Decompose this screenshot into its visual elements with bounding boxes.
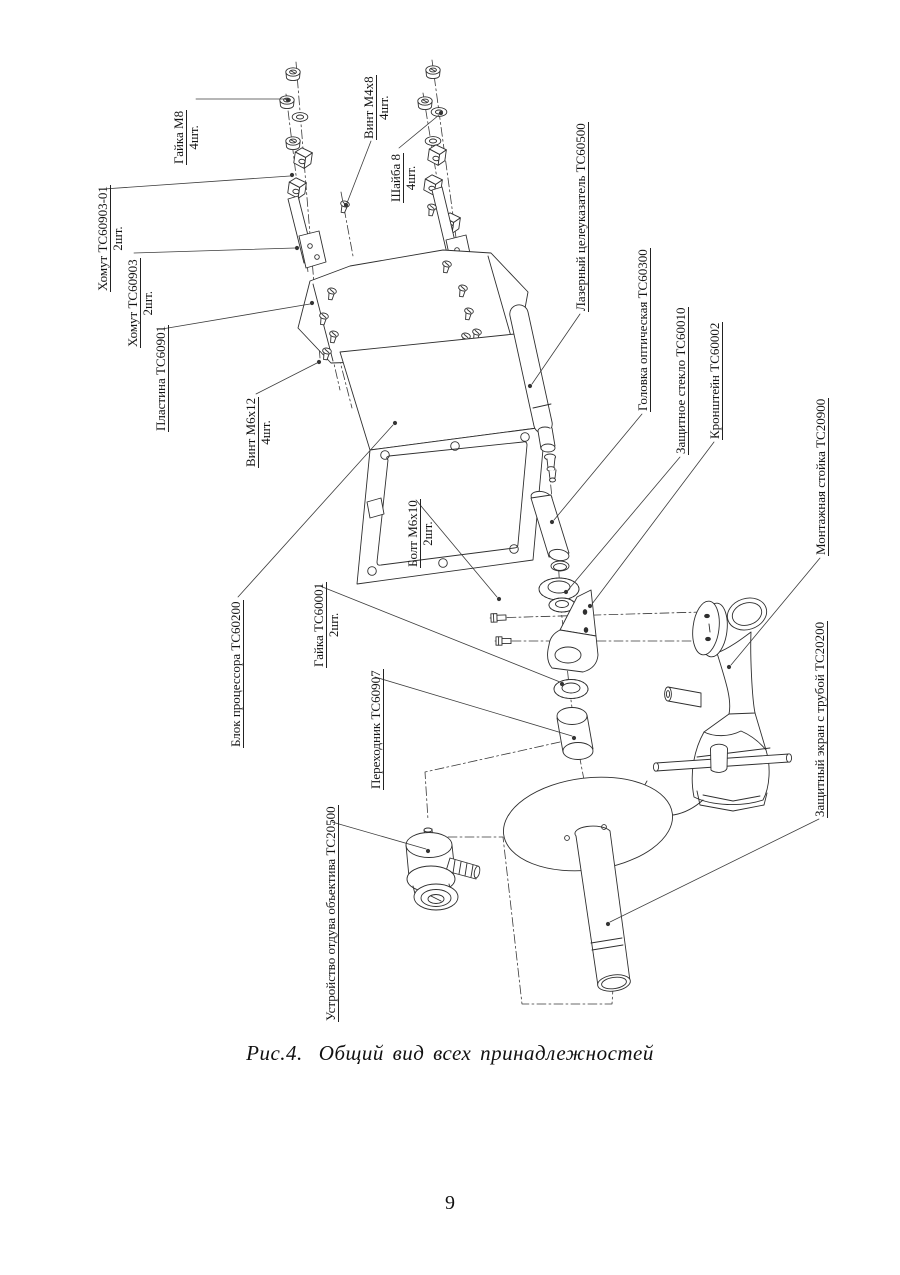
- figure-caption-text: Общий вид всех принадлежностей: [318, 1041, 654, 1065]
- figure-caption: [0, 1041, 900, 1066]
- mounting-stand-tc20900-part: [643, 593, 791, 815]
- blower-tc20500-part: [406, 828, 481, 910]
- part-name: Кронштейн ТС60002: [707, 322, 722, 439]
- bolts-m6x10-part: [491, 613, 511, 645]
- part-qty: 4шт.: [186, 125, 201, 150]
- part-qty: 4шт.: [403, 165, 418, 191]
- figure-caption-number: Рис.4.: [246, 1041, 303, 1065]
- label-washer-8: [389, 153, 418, 203]
- label-screw-m6x12: [244, 397, 273, 468]
- label-blower-tc20500: [324, 805, 339, 1022]
- part-name: Защитный экран с трубой ТС20200: [812, 621, 827, 817]
- part-name: Шайба 8: [388, 154, 403, 202]
- label-protective-glass-tc60010: [674, 307, 689, 455]
- part-name: Гайка ТС60001: [311, 582, 326, 667]
- part-name: Хомут ТС60903-01: [95, 186, 110, 291]
- screw-m4x8-part: [338, 200, 350, 214]
- optical-head-tc60300-part: [530, 490, 569, 571]
- clamp-assembly-left: [280, 68, 326, 268]
- part-name: Лазерный целеуказатель ТС60500: [573, 123, 588, 311]
- page-number: 9: [445, 1192, 455, 1214]
- part-name: Блок процессора ТС60200: [228, 601, 243, 747]
- label-optical-head-tc60300: [636, 248, 651, 412]
- part-qty: 2шт.: [420, 521, 435, 546]
- part-qty: 4шт.: [376, 95, 391, 120]
- label-adapter-tc60907: [369, 669, 384, 790]
- part-name: Винт М6х12: [243, 397, 258, 467]
- screen-tube-tc20200-part: [498, 768, 678, 993]
- label-plate-tc60901: [154, 325, 169, 432]
- label-screen-tube-tc20200: [813, 621, 828, 818]
- part-name: Головка оптическая ТС60300: [635, 249, 650, 411]
- part-name: Винт М4х8: [361, 76, 376, 139]
- part-name: Устройство отдува объектива ТС20500: [323, 806, 338, 1021]
- part-qty: 4шт.: [258, 420, 273, 445]
- clamp-assembly-right: [418, 66, 473, 273]
- label-bracket-tc60002: [708, 322, 723, 440]
- part-name: Пластина ТС60901: [153, 325, 168, 431]
- part-qty: 2шт.: [326, 612, 341, 638]
- nut-tc60001-part: [554, 680, 588, 699]
- label-mounting-stand-tc20900: [814, 398, 829, 556]
- label-bolt-m6x10: [406, 499, 435, 568]
- part-name: Переходник ТС60907: [368, 670, 383, 789]
- part-name: Гайка М8: [171, 110, 186, 164]
- part-name: Болт М6х10: [405, 500, 420, 567]
- label-laser-designator-tc60500: [574, 122, 589, 312]
- label-screw-m4x8: [362, 75, 391, 140]
- label-clamp-tc60903: [126, 258, 155, 348]
- label-nut-m8: [172, 110, 201, 165]
- label-processor-box-tc60200: [229, 600, 244, 748]
- label-clamp-tc60903-01: [96, 185, 125, 292]
- part-qty: 2шт.: [140, 290, 155, 316]
- part-qty: 2шт.: [110, 226, 125, 251]
- part-name: Монтажная стойка ТС20900: [813, 398, 828, 555]
- processor-box-tc60200-part: [340, 334, 545, 584]
- part-name: Хомут ТС60903: [125, 259, 140, 347]
- label-nut-tc60001: [312, 582, 341, 668]
- part-name: Защитное стекло ТС60010: [673, 307, 688, 454]
